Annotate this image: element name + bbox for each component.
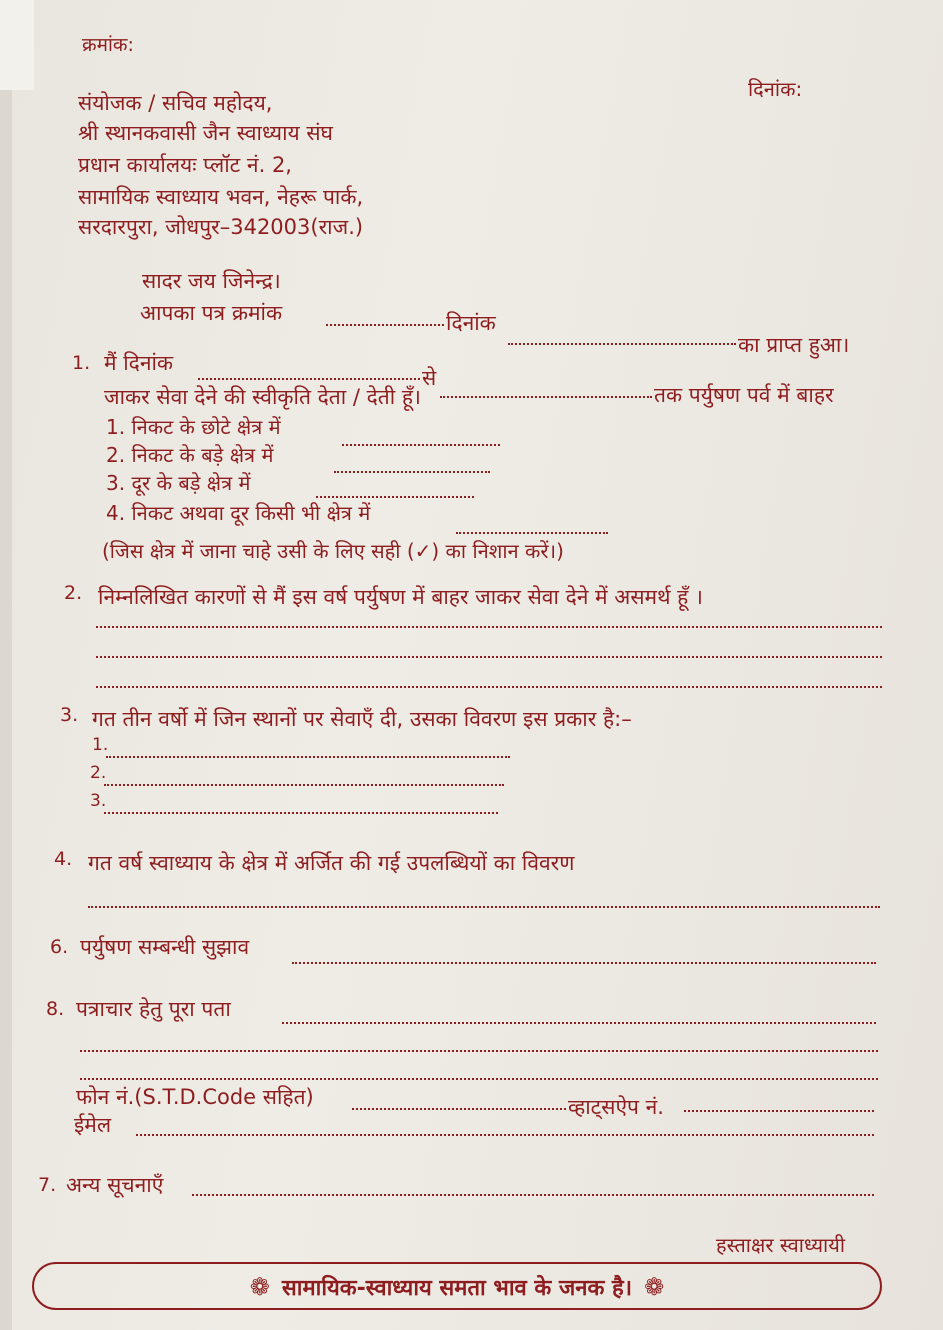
section2-line-1[interactable] [96, 626, 882, 628]
section3-text: गत तीन वर्षो में जिन स्थानों पर सेवाएँ दी, उसका विवरण इस प्रकार है:– [92, 707, 632, 731]
section2-line-3[interactable] [96, 686, 882, 688]
signature-label: हस्ताक्षर स्वाध्यायी [716, 1233, 846, 1257]
section4-text: गत वर्ष स्वाध्याय के क्षेत्र में अर्जित की गई उपलब्धियों का विवरण [88, 851, 575, 875]
section1-number: 1. [72, 352, 91, 374]
address-line-3: प्रधान कार्यालयः प्लॉट नं. 2, [78, 153, 292, 177]
section4-line[interactable] [88, 906, 880, 908]
to-date-field[interactable] [440, 396, 652, 398]
letter-ref-suffix: का प्राप्त हुआ। [738, 333, 850, 357]
letter-ref-prefix: आपका पत्र क्रमांक [140, 301, 283, 325]
address-field-3[interactable] [80, 1078, 878, 1080]
section2-number: 2. [64, 582, 83, 604]
letter-date-field[interactable] [508, 343, 736, 345]
section3-item-1-field[interactable] [106, 756, 510, 758]
address-line-4: सामायिक स्वाध्याय भवन, नेहरू पार्क, [78, 185, 364, 209]
section6-number: 6. [50, 936, 69, 958]
address-field-1[interactable] [282, 1022, 876, 1024]
option-2-field[interactable] [334, 471, 490, 473]
section3-item-3: 3. [90, 791, 107, 811]
option-4: 4. निकट अथवा दूर किसी भी क्षेत्र में [106, 501, 371, 525]
paper-edge [0, 0, 34, 90]
section8-text: पत्राचार हेतु पूरा पता [76, 997, 231, 1021]
section2-line-2[interactable] [96, 656, 882, 658]
section6-field[interactable] [292, 962, 876, 964]
option-3: 3. दूर के बड़े क्षेत्र में [106, 471, 251, 495]
section3-item-3-field[interactable] [104, 812, 498, 814]
section1-lead: मैं दिनांक [104, 351, 174, 375]
option-4-field[interactable] [456, 532, 608, 534]
serial-label: क्रमांक: [82, 34, 134, 56]
section7-number: 7. [38, 1174, 57, 1196]
option-2: 2. निकट के बड़े क्षेत्र में [106, 443, 274, 467]
address-line-2: श्री स्थानकवासी जैन स्वाध्याय संघ [78, 121, 333, 145]
email-field[interactable] [136, 1134, 874, 1136]
section1-from: से [422, 366, 437, 390]
phone-field[interactable] [352, 1108, 566, 1110]
section7-field[interactable] [192, 1194, 874, 1196]
phone-label: फोन नं.(S.T.D.Code सहित) [76, 1085, 314, 1109]
option-1: 1. निकट के छोटे क्षेत्र में [106, 415, 281, 439]
greeting: सादर जय जिनेन्द्र। [142, 269, 281, 293]
section3-item-1: 1. [92, 735, 109, 755]
option-1-field[interactable] [342, 444, 500, 446]
whatsapp-label: व्हाट्सऐप नं. [568, 1095, 664, 1119]
section8-number: 8. [46, 998, 65, 1020]
section1-note: (जिस क्षेत्र में जाना चाहे उसी के लिए सही (✓) का निशान करें।) [102, 539, 564, 563]
section3-item-2: 2. [90, 763, 107, 783]
motto-text: सामायिक-स्वाध्याय समता भाव के जनक है। [281, 1276, 633, 1301]
letter-number-field[interactable] [326, 324, 444, 326]
section1-to: तक पर्युषण पर्व में बाहर [654, 383, 834, 407]
option-3-field[interactable] [316, 496, 474, 498]
section3-item-2-field[interactable] [104, 784, 504, 786]
email-label: ईमेल [74, 1113, 112, 1137]
section2-text: निम्नलिखित कारणों से मैं इस वर्ष पर्युषण में बाहर जाकर सेवा देने में असमर्थ हूँ । [98, 585, 703, 609]
ornament-right-icon: ❁ [644, 1273, 665, 1301]
address-line-1: संयोजक / सचिव महोदय, [78, 91, 273, 115]
section7-text: अन्य सूचनाएँ [66, 1173, 164, 1197]
address-field-2[interactable] [80, 1050, 878, 1052]
section6-text: पर्युषण सम्बन्धी सुझाव [80, 935, 250, 959]
letter-ref-date: दिनांक [446, 311, 496, 335]
date-label: दिनांक: [748, 77, 803, 101]
whatsapp-field[interactable] [684, 1110, 874, 1112]
address-line-5: सरदारपुरा, जोधपुर–342003(राज.) [78, 215, 364, 239]
ornament-left-icon: ❁ [249, 1273, 270, 1301]
section1-line2: जाकर सेवा देने की स्वीकृति देता / देती हूँ। [104, 385, 421, 409]
motto-banner [32, 1262, 882, 1310]
from-date-field[interactable] [198, 378, 420, 380]
section4-number: 4. [54, 848, 73, 870]
section3-number: 3. [60, 704, 79, 726]
